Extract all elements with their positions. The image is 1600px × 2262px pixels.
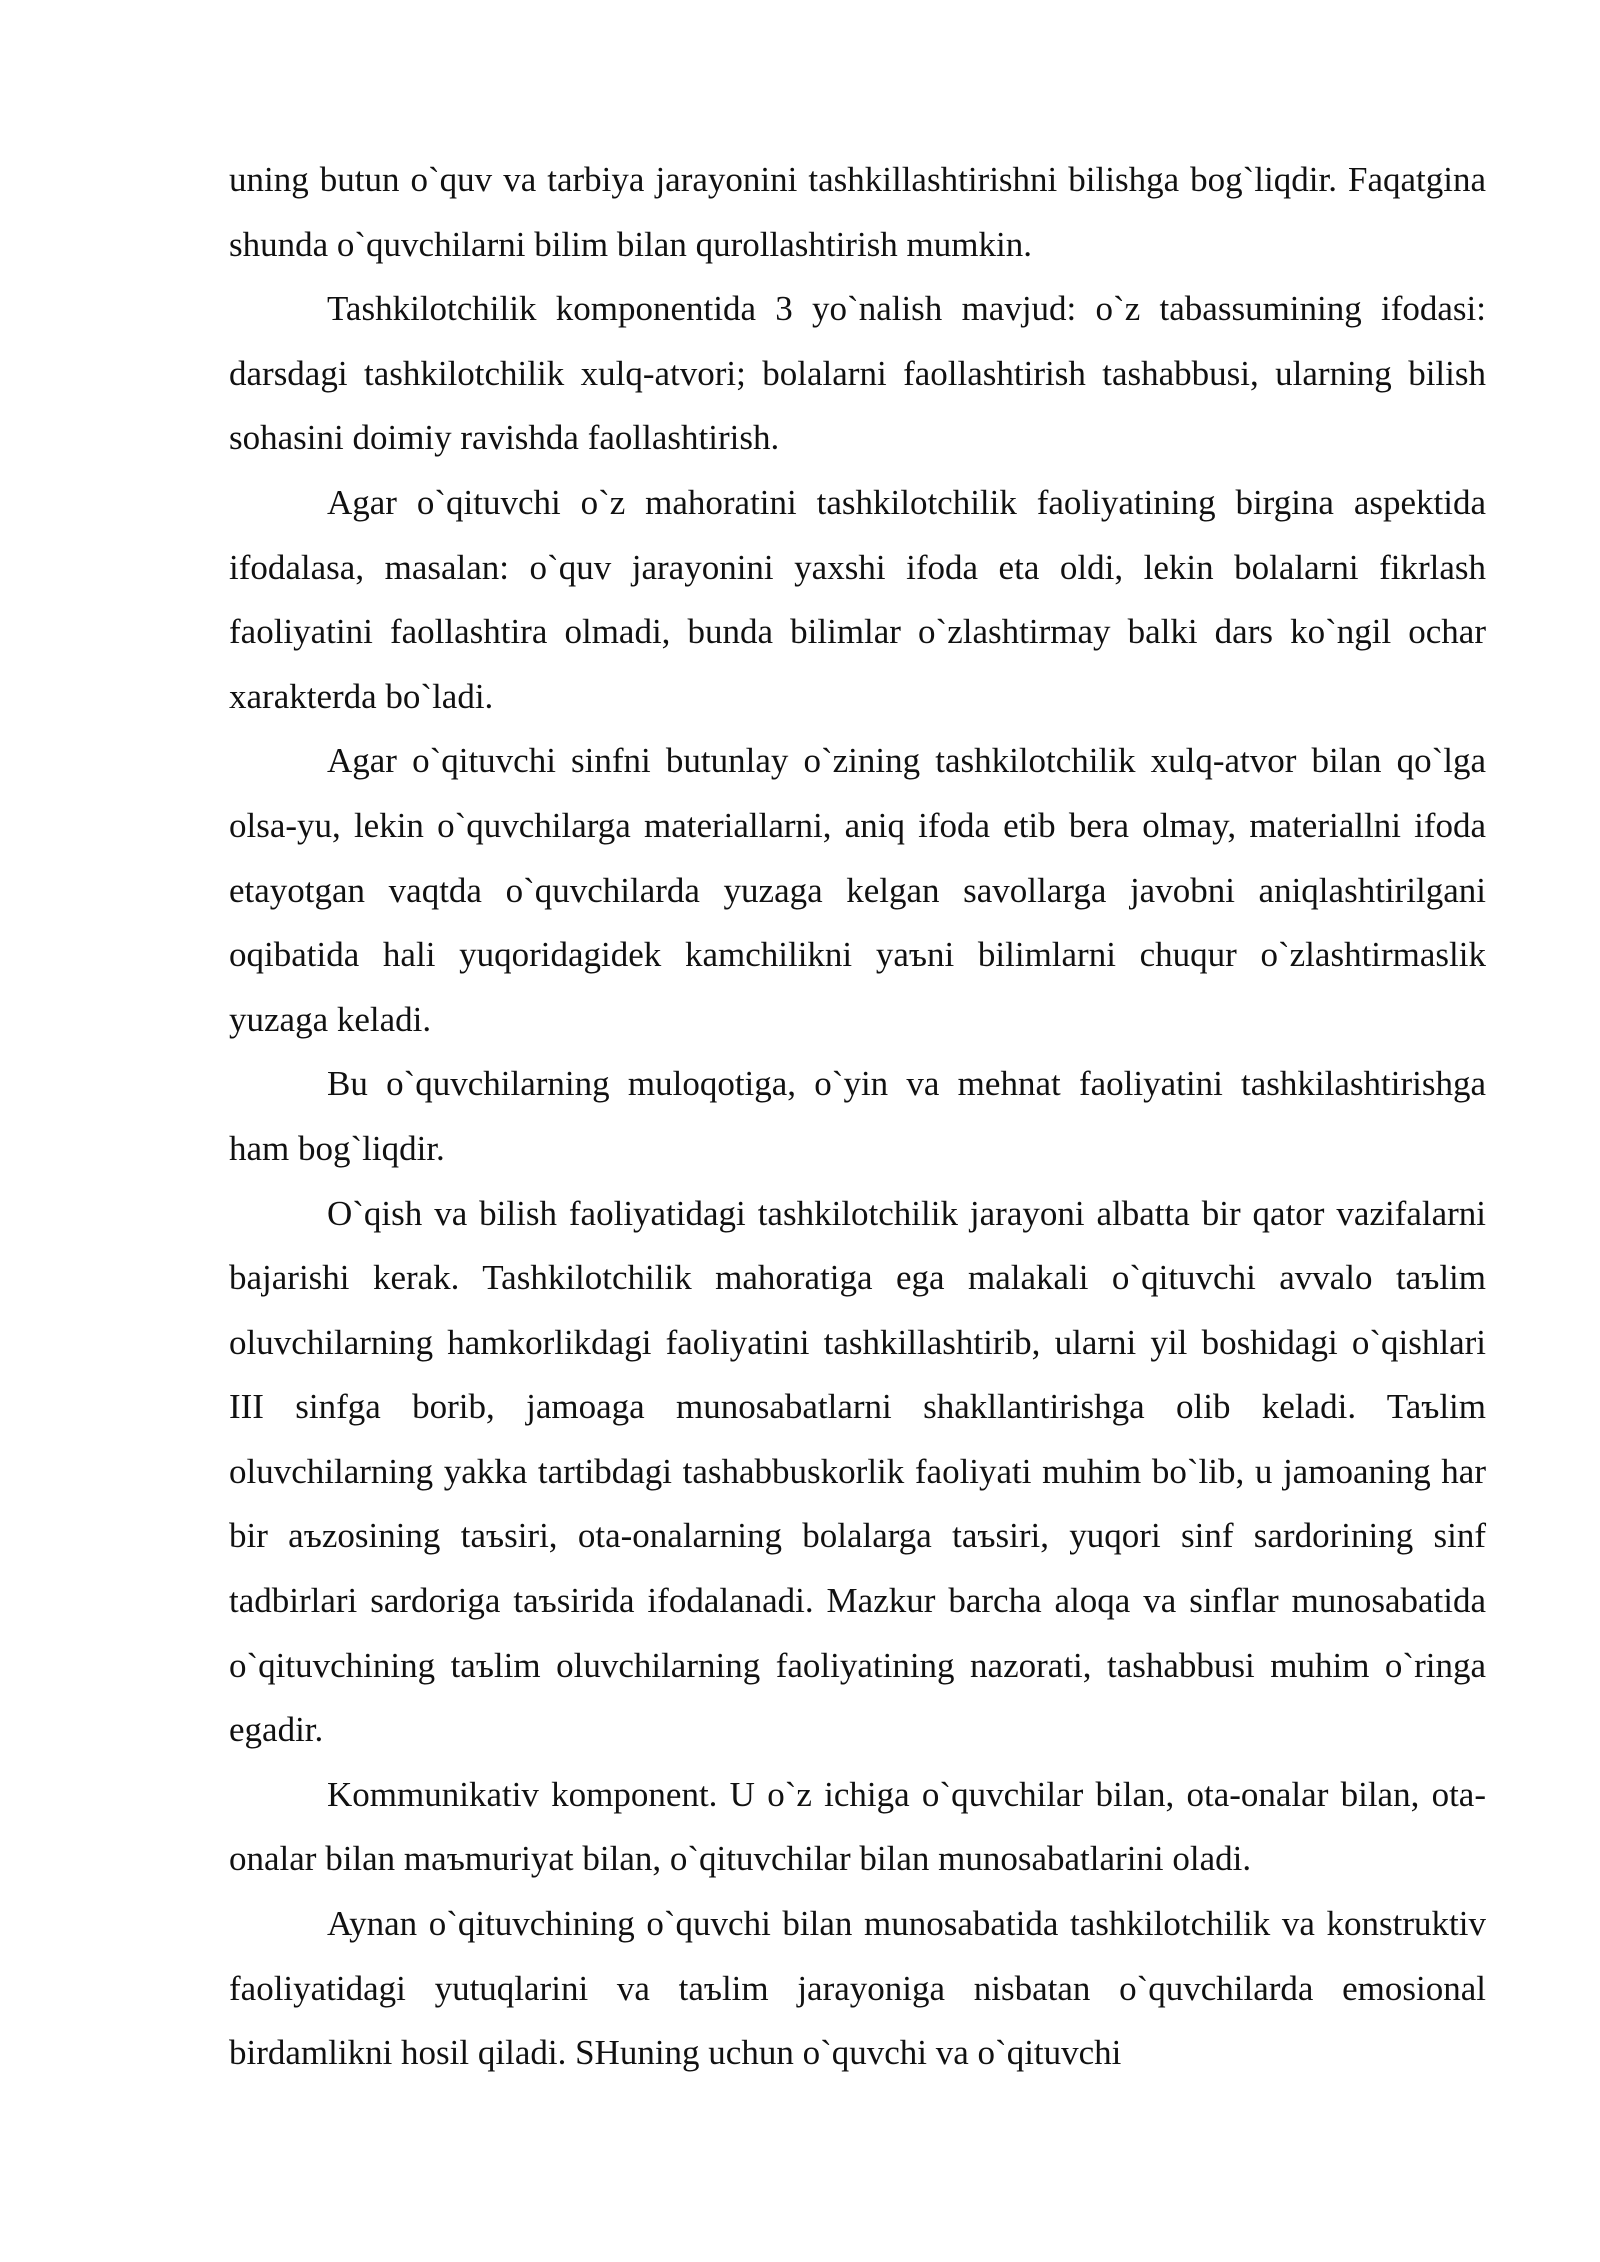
paragraph: Agar o`qituvchi o`z mahoratini tashkilotchilik faoliyatining birgina aspektida ifodalasa, masalan: o`quv jarayonini yaxshi ifoda eta oldi, lekin bolalarni fikrlash faoliyatini faollashtira olmadi, bunda bilimlar o`zlashtirmay balki dars ko`ngil ochar xarakterda bo`ladi. [229, 482, 1486, 716]
paragraph: Kommunikativ komponent. U o`z ichiga o`quvchilar bilan, ota-onalar bilan, ota-onalar bilan maъmuriyat bilan, o`qituvchilar bilan munosabatlarini oladi. [229, 1774, 1486, 1879]
paragraph: Agar o`qituvchi sinfni butunlay o`zining tashkilotchilik xulq-atvor bilan qo`lga olsa-yu, lekin o`quvchilarga materiallarni, aniq ifoda etib bera olmay, materiallni ifoda etayotgan vaqtda o`quvchilarda yuzaga kelgan savollarga javobni aniqlashtirilgani oqibatida hali yuqoridagidek kamchilikni yaъni bilimlarni chuqur o`zlashtirmaslik yuzaga keladi. [229, 741, 1486, 1039]
paragraph: O`qish va bilish faoliyatidagi tashkilotchilik jarayoni albatta bir qator vazifalarni bajarishi kerak. Tashkilotchilik mahoratiga ega malakali o`qituvchi avvalo taъlim oluvchilarning hamkorlikdagi faoliyatini tashkillashtirib, ularni yil boshidagi o`qishlari III sinfga borib, jamoaga munosabatlarni shakllantirishga olib keladi. Taъlim oluvchilarning yakka tartibdagi tashabbuskorlik faoliyati muhim bo`lib, u jamoaning har bir aъzosining taъsiri, ota-onalarning bolalarga taъsiri, yuqori sinf sardorining sinf tadbirlari sardoriga taъsirida ifodalanadi. Mazkur barcha aloqa va sinflar munosabatida o`qituvchining taъlim oluvchilarning faoliyatining nazorati, tashabbusi muhim o`ringa egadir. [229, 1193, 1486, 1750]
paragraph: Aynan o`qituvchining o`quvchi bilan munosabatida tashkilotchilik va konstruktiv faoliyatidagi yutuqlarini va taъlim jarayoniga nisbatan o`quvchilarda emosional birdamlikni hosil qiladi. SHuning uchun o`quvchi va o`qituvchi [229, 1904, 1486, 2073]
paragraph: Tashkilotchilik komponentida 3 yo`nalish mavjud: o`z tabassumining ifodasi: darsdagi tashkilotchilik xulq-atvori; bolalarni faollashtirish tashabbusi, ularning bilish sohasini doimiy ravishda faollashtirish. [229, 289, 1486, 458]
paragraph: Bu o`quvchilarning muloqotiga, o`yin va mehnat faoliyatini tashkilashtirishga ham bog`liqdir. [229, 1064, 1486, 1168]
paragraph-continuation: uning butun o`quv va tarbiya jarayonini tashkillashtirishni bilishga bog`liqdir. Faqatgina shunda o`quvchilarni bilim bilan qurollashtirish mumkin. [229, 160, 1486, 264]
document-text [229, 148, 1486, 2086]
